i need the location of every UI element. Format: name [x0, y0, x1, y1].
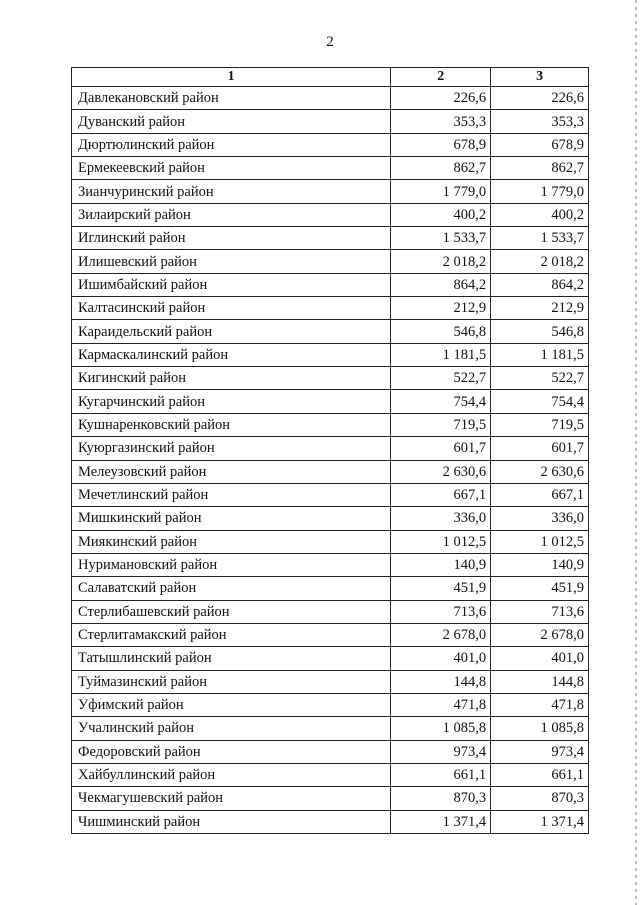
value-col2-cell: 661,1: [391, 763, 491, 786]
district-name-cell: Мишкинский район: [72, 507, 391, 530]
scan-edge: [635, 0, 637, 905]
district-name-cell: Салаватский район: [72, 577, 391, 600]
district-name-cell: Иглинский район: [72, 227, 391, 250]
district-name-cell: Давлекановский район: [72, 87, 391, 110]
table-row: [72, 87, 589, 110]
value-col3-cell: 601,7: [491, 437, 589, 460]
district-name-cell: Ишимбайский район: [72, 273, 391, 296]
table-row: [72, 693, 589, 716]
value-col3-cell: 400,2: [491, 203, 589, 226]
value-col3-cell: 667,1: [491, 483, 589, 506]
value-col2-cell: 353,3: [391, 110, 491, 133]
value-col2-cell: 144,8: [391, 670, 491, 693]
table-row: [72, 623, 589, 646]
value-col2-cell: 212,9: [391, 297, 491, 320]
district-name-cell: Дуванский район: [72, 110, 391, 133]
value-col2-cell: 522,7: [391, 367, 491, 390]
value-col3-cell: 973,4: [491, 740, 589, 763]
value-col2-cell: 1 085,8: [391, 717, 491, 740]
value-col3-cell: 864,2: [491, 273, 589, 296]
district-name-cell: Стерлитамакский район: [72, 623, 391, 646]
table-row: [72, 390, 589, 413]
table-header: [72, 68, 589, 87]
value-col3-cell: 862,7: [491, 157, 589, 180]
district-name-cell: Мечетлинский район: [72, 483, 391, 506]
value-col3-cell: 401,0: [491, 647, 589, 670]
value-col2-cell: 2 678,0: [391, 623, 491, 646]
district-name-cell: Учалинский район: [72, 717, 391, 740]
table-row: [72, 227, 589, 250]
district-name-cell: Илишевский район: [72, 250, 391, 273]
value-col3-cell: 1 181,5: [491, 343, 589, 366]
value-col2-cell: 1 779,0: [391, 180, 491, 203]
value-col2-cell: 2 630,6: [391, 460, 491, 483]
value-col2-cell: 678,9: [391, 133, 491, 156]
table-row: [72, 507, 589, 530]
value-col3-cell: 336,0: [491, 507, 589, 530]
district-name-cell: Стерлибашевский район: [72, 600, 391, 623]
value-col2-cell: 451,9: [391, 577, 491, 600]
district-name-cell: Кушнаренковский район: [72, 413, 391, 436]
value-col3-cell: 719,5: [491, 413, 589, 436]
value-col3-cell: 144,8: [491, 670, 589, 693]
district-name-cell: Миякинский район: [72, 530, 391, 553]
district-name-cell: Нуримановский район: [72, 553, 391, 576]
value-col2-cell: 2 018,2: [391, 250, 491, 273]
table-row: [72, 787, 589, 810]
table-row: [72, 320, 589, 343]
value-col2-cell: 336,0: [391, 507, 491, 530]
table-row: [72, 530, 589, 553]
value-col2-cell: 140,9: [391, 553, 491, 576]
table-row: [72, 367, 589, 390]
districts-table: [71, 67, 589, 834]
table-row: [72, 297, 589, 320]
value-col3-cell: 1 012,5: [491, 530, 589, 553]
table-row: [72, 180, 589, 203]
table-row: [72, 740, 589, 763]
value-col2-cell: 667,1: [391, 483, 491, 506]
district-name-cell: Кигинский район: [72, 367, 391, 390]
value-col2-cell: 1 533,7: [391, 227, 491, 250]
value-col2-cell: 1 371,4: [391, 810, 491, 833]
table-row: [72, 133, 589, 156]
table-row: [72, 670, 589, 693]
table-row: [72, 157, 589, 180]
table-row: [72, 437, 589, 460]
district-name-cell: Федоровский район: [72, 740, 391, 763]
table-row: [72, 810, 589, 833]
column-header-2: 2: [391, 68, 491, 87]
value-col2-cell: 862,7: [391, 157, 491, 180]
value-col2-cell: 601,7: [391, 437, 491, 460]
table-row: [72, 343, 589, 366]
district-name-cell: Татышлинский район: [72, 647, 391, 670]
value-col3-cell: 1 371,4: [491, 810, 589, 833]
district-name-cell: Караидельский район: [72, 320, 391, 343]
value-col2-cell: 1 012,5: [391, 530, 491, 553]
value-col3-cell: 678,9: [491, 133, 589, 156]
table-row: [72, 203, 589, 226]
value-col3-cell: 546,8: [491, 320, 589, 343]
value-col3-cell: 754,4: [491, 390, 589, 413]
column-header-3: 3: [491, 68, 589, 87]
value-col3-cell: 353,3: [491, 110, 589, 133]
table-row: [72, 413, 589, 436]
value-col2-cell: 719,5: [391, 413, 491, 436]
district-name-cell: Куюргазинский район: [72, 437, 391, 460]
value-col2-cell: 546,8: [391, 320, 491, 343]
district-name-cell: Туймазинский район: [72, 670, 391, 693]
district-name-cell: Уфимский район: [72, 693, 391, 716]
column-header-1: 1: [72, 68, 391, 87]
district-name-cell: Чишминский район: [72, 810, 391, 833]
district-name-cell: Хайбуллинский район: [72, 763, 391, 786]
page-number: 2: [326, 34, 334, 50]
table-row: [72, 577, 589, 600]
district-name-cell: Зилаирский район: [72, 203, 391, 226]
value-col3-cell: 2 678,0: [491, 623, 589, 646]
district-name-cell: Кугарчинский район: [72, 390, 391, 413]
value-col3-cell: 1 085,8: [491, 717, 589, 740]
value-col2-cell: 973,4: [391, 740, 491, 763]
district-name-cell: Мелеузовский район: [72, 460, 391, 483]
table-row: [72, 273, 589, 296]
value-col3-cell: 471,8: [491, 693, 589, 716]
table-row: [72, 110, 589, 133]
table-row: [72, 483, 589, 506]
header-row: [72, 68, 589, 87]
value-col2-cell: 226,6: [391, 87, 491, 110]
table-row: [72, 460, 589, 483]
value-col2-cell: 400,2: [391, 203, 491, 226]
district-name-cell: Чекмагушевский район: [72, 787, 391, 810]
value-col2-cell: 401,0: [391, 647, 491, 670]
district-name-cell: Кармаскалинский район: [72, 343, 391, 366]
value-col3-cell: 2 018,2: [491, 250, 589, 273]
value-col3-cell: 140,9: [491, 553, 589, 576]
value-col3-cell: 1 779,0: [491, 180, 589, 203]
district-name-cell: Калтасинский район: [72, 297, 391, 320]
district-name-cell: Дюртюлинский район: [72, 133, 391, 156]
district-name-cell: Зианчуринский район: [72, 180, 391, 203]
table-row: [72, 647, 589, 670]
value-col3-cell: 522,7: [491, 367, 589, 390]
value-col3-cell: 212,9: [491, 297, 589, 320]
table-body: [72, 87, 589, 834]
value-col2-cell: 1 181,5: [391, 343, 491, 366]
value-col3-cell: 2 630,6: [491, 460, 589, 483]
value-col3-cell: 870,3: [491, 787, 589, 810]
table-row: [72, 717, 589, 740]
table-row: [72, 600, 589, 623]
value-col2-cell: 713,6: [391, 600, 491, 623]
value-col2-cell: 864,2: [391, 273, 491, 296]
value-col3-cell: 1 533,7: [491, 227, 589, 250]
district-name-cell: Ермекеевский район: [72, 157, 391, 180]
value-col3-cell: 713,6: [491, 600, 589, 623]
value-col3-cell: 661,1: [491, 763, 589, 786]
value-col3-cell: 451,9: [491, 577, 589, 600]
table-row: [72, 553, 589, 576]
value-col2-cell: 754,4: [391, 390, 491, 413]
value-col2-cell: 870,3: [391, 787, 491, 810]
value-col2-cell: 471,8: [391, 693, 491, 716]
table-row: [72, 763, 589, 786]
value-col3-cell: 226,6: [491, 87, 589, 110]
table-row: [72, 250, 589, 273]
